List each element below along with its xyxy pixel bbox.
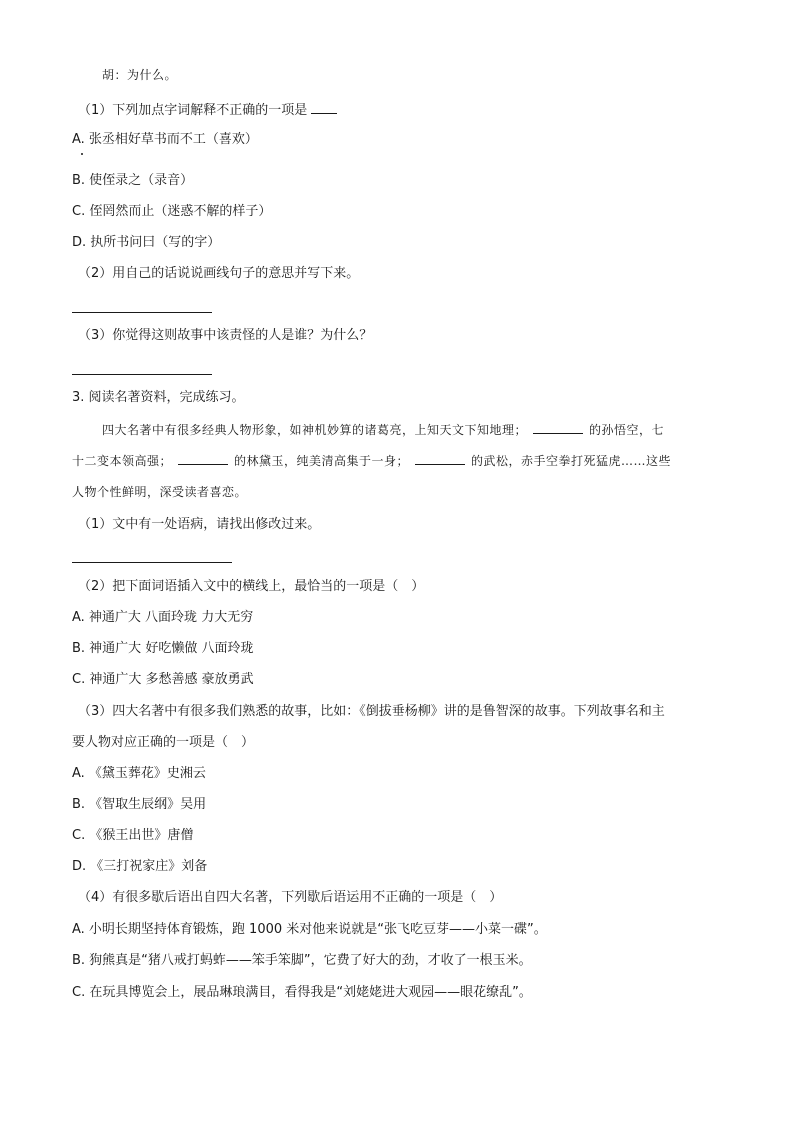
question-3-prompt: （3）你觉得这则故事中该责怪的人是谁？为什么？ [78,328,373,343]
answer-line-q3[interactable] [72,374,212,375]
s3q4-option-c: C. 在玩具博览会上，展品琳琅满目，看得我是“刘姥姥进大观园——眼花缭乱”。 [72,985,532,1000]
section-3-question-2: （2）把下面词语插入文中的横线上，最恰当的一项是（ ） [78,579,425,594]
passage-text: 四大名著中有很多经典人物形象，如神机妙算的诸葛亮，上知天文下知地理； [102,423,528,437]
option-b: B. 使侄录之（录音） [72,173,194,188]
s3q3-option-a: A. 《黛玉葬花》史湘云 [72,766,206,781]
s3q2-option-c: C. 神通广大 多愁善感 豪放勇武 [72,672,254,687]
section-3-heading: 3. 阅读名著资料，完成练习。 [72,390,245,405]
passage-line-3: 人物个性鲜明，深受读者喜恋。 [72,485,248,499]
s3q3-option-b: B. 《智取生辰纲》吴用 [72,797,207,812]
s3q4-option-b: B. 狗熊真是“猪八戒打蚂蚱——笨手笨脚”，它费了好大的劲，才收了一根玉米。 [72,953,532,968]
s3q2-option-a: A. 神通广大 八面玲珑 力大无穷 [72,610,254,625]
passage-line-1 [102,421,664,439]
s3q4-option-a: A. 小明长期坚持体育锻炼，跑 1000 米对他来说就是“张飞吃豆芽——小菜一碟”。 [72,922,547,937]
passage-blank-1[interactable] [533,421,583,434]
question-2-prompt: （2）用自己的话说说画线句子的意思并写下来。 [78,266,360,281]
passage-blank-3[interactable] [415,452,465,465]
passage-blank-2[interactable] [178,452,228,465]
answer-line-q2[interactable] [72,312,212,313]
option-a: A. 张丞相好草书而不工（喜欢） [72,132,258,147]
s3q3-option-c: C. 《猴王出世》唐僧 [72,828,194,843]
section-3-question-3-cont: 要人物对应正确的一项是（ ） [72,735,255,750]
passage-text: 十二变本领高强； [72,454,173,468]
emphasis-dot [81,153,83,155]
passage-text: 的孙悟空，七 [589,423,665,437]
option-d: D. 执所书问曰（写的字） [72,235,221,250]
passage-line-2 [72,452,671,470]
passage-text: 的武松，赤手空拳打死猛虎……这些 [471,454,672,468]
question-1-prompt [78,101,337,120]
s3q2-option-b: B. 神通广大 好吃懒做 八面玲珑 [72,641,254,656]
question-1-text: （1）下列加点字词解释不正确的一项是 [78,103,308,118]
answer-line-s3q1[interactable] [72,562,232,563]
section-3-question-3: （3）四大名著中有很多我们熟悉的故事，比如：《倒拔垂杨柳》讲的是鲁智深的故事。下列故事名和主 [78,704,665,719]
section-3-question-4: （4）有很多歇后语出自四大名著，下列歇后语运用不正确的一项是（ ） [78,890,503,905]
answer-blank[interactable] [311,101,337,114]
passage-text: 的林黛玉，纯美清高集于一身； [234,454,410,468]
s3q3-option-d: D. 《三打祝家庄》刘备 [72,859,208,874]
text-line-hu: 胡：为什么。 [102,68,178,82]
option-c: C. 侄罔然而止（迷惑不解的样子） [72,204,272,219]
section-3-question-1: （1）文中有一处语病，请找出修改过来。 [78,517,321,532]
